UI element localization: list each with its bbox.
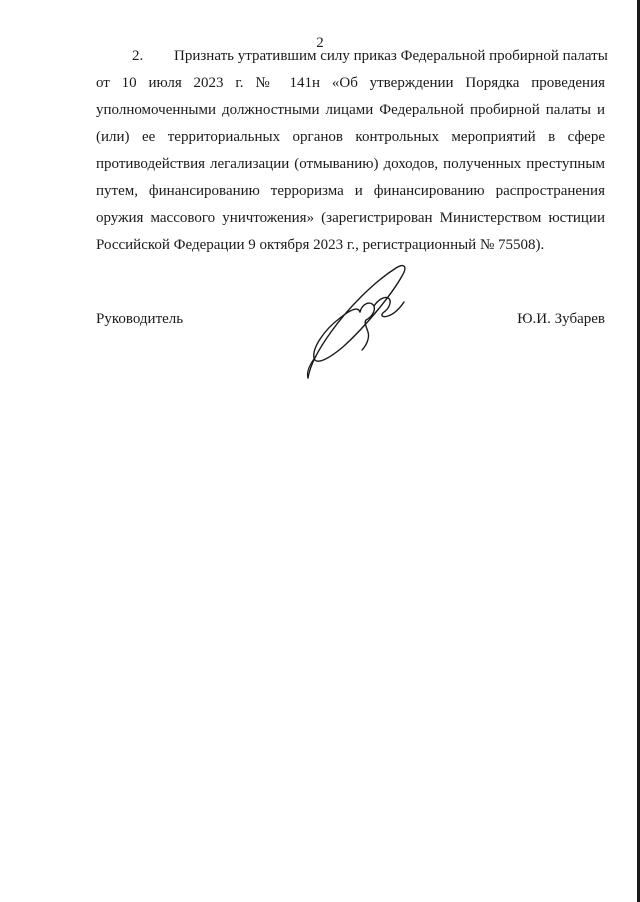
paragraph-line-6: путем, финансированию терроризма и финансированию распространения xyxy=(96,183,605,199)
paragraph-line-1 xyxy=(96,47,608,65)
paragraph-line-3: уполномоченными должностными лицами Федеральной пробирной палаты и xyxy=(96,102,605,118)
paragraph-line-5: противодействия легализации (отмыванию) доходов, полученных преступным xyxy=(96,156,605,172)
paragraph-line-text: Признать утратившим силу приказ Федеральной пробирной палаты xyxy=(174,48,608,64)
paragraph-number: 2. xyxy=(132,48,144,64)
paragraph-line-8: Российской Федерации 9 октября 2023 г., регистрационный № 75508). xyxy=(96,237,545,253)
page-number: 2 xyxy=(316,35,324,51)
handwritten-signature xyxy=(296,260,416,385)
paragraph-line-4: (или) ее территориальных органов контрольных мероприятий в сфере xyxy=(96,129,605,145)
paragraph-line-7: оружия массового уничтожения» (зарегистрирован Министерством юстиции xyxy=(96,210,605,226)
paragraph-line-2: от 10 июля 2023 г. № 141н «Об утверждении Порядка проведения xyxy=(96,75,605,91)
signer-name: Ю.И. Зубарев xyxy=(517,311,605,327)
signer-title: Руководитель xyxy=(96,311,184,327)
